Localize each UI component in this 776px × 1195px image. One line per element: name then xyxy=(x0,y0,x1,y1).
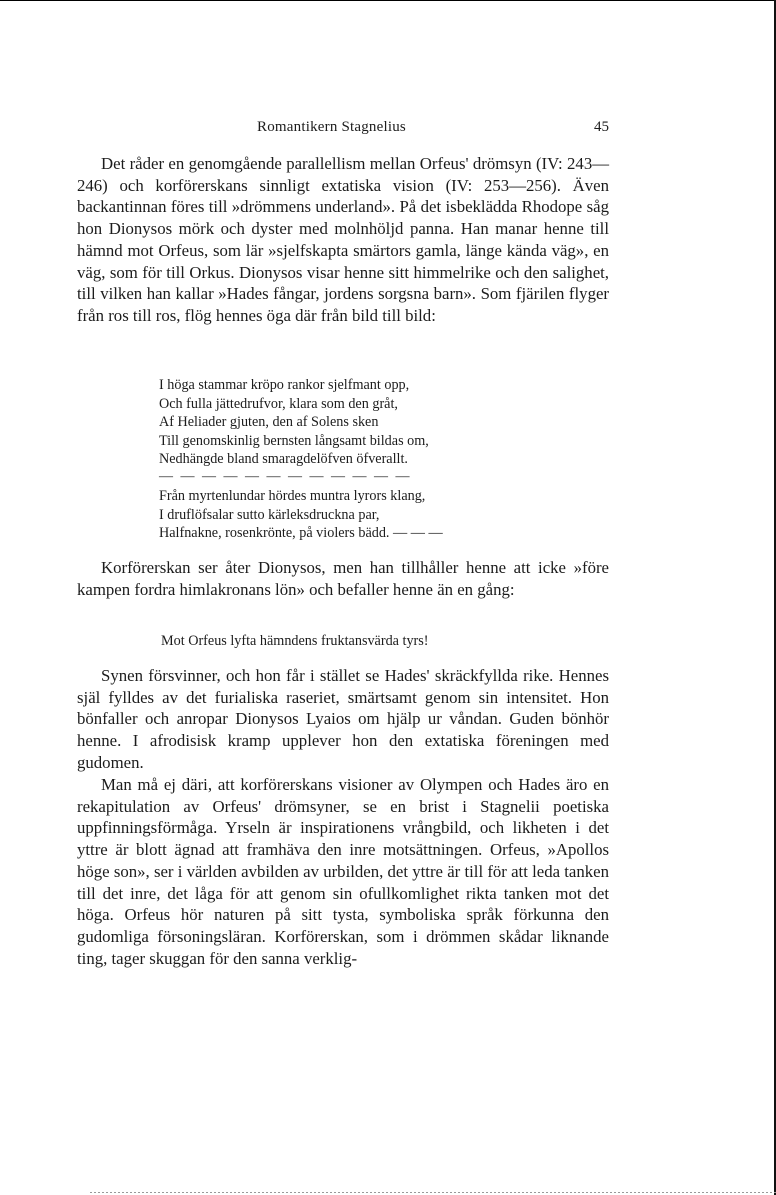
paragraph-4: Man må ej däri, att korförerskans visioner av Olympen och Hades äro en rekapitulation av Orfeus' drömsyner, se en brist i Stagnelii poetiska uppfinningsförmåga. Yrseln är inspirationens vrångbild, och likheten i det yttre är blott ägnad att framhäva den inre motsättningen. Orfeus, »Apollos höge son», ser i världen avbilden av urbilden, det yttre är till för att leda tanken till det inre, det låga för att genom sin ofullkomlighet rikta tanken mot det höga. Orfeus hör naturen på sitt tysta, symboliska språk förkunna den gudomliga försoningsläran. Korförerskan, som i drömmen skådar liknande ting, tager skuggan för den sanna verklig- xyxy=(77,775,609,968)
poem-omission-dashes: — — — — — — — — — — — — xyxy=(159,468,412,484)
poem-line: Af Heliader gjuten, den af Solens sken xyxy=(159,414,379,430)
page-header xyxy=(77,119,609,139)
poem-line: Från myrtenlundar hördes muntra lyrors klang, xyxy=(159,488,426,504)
scan-edge-top xyxy=(0,0,776,1)
poem-line: Till genomskinlig bernsten långsamt bildas om, xyxy=(159,432,429,449)
paragraph-2: Korförerskan ser åter Dionysos, men han tillhåller henne att icke »före kampen fordra himlakronans lön» och befaller henne än en gång: xyxy=(77,558,609,599)
scan-edge-bottom xyxy=(90,1192,776,1193)
verse-quote: Mot Orfeus lyfta hämndens fruktansvärda tyrs! xyxy=(161,633,429,649)
poem-line: I höga stammar kröpo rankor sjelfmant opp, xyxy=(159,377,410,393)
poem-line: Nedhängde bland smaragdelöfven öfverallt. xyxy=(159,451,408,467)
poem-line: Och fulla jättedrufvor, klara som den gråt, xyxy=(159,395,398,412)
paragraph-1: Det råder en genomgående parallellism mellan Orfeus' drömsyn (IV: 243—246) och korförerskans sinnligt extatiska vision (IV: 253—256). Även backantinnan föres till »drömmens underland». På det isbeklädda Rhodope såg hon Dionysos mörk och dyster med molnhöljd panna. Han manar henne till hämnd mot Orfeus, som lär »sjelfskapta smärtors gamla, länge kända väg», en väg, som för till Orkus. Dionysos visar henne sitt himmelrike och den salighet, till vilken han kallar »Hades fångar, jordens sorgsna barn». Som fjärilen flyger från ros till ros, flög hennes öga där från bild till bild: xyxy=(77,154,609,325)
poem-line: I druflöfsalar sutto kärleksdruckna par, xyxy=(159,506,380,523)
paragraph-3: Synen försvinner, och hon får i stället se Hades' skräckfyllda rike. Hennes själ fylldes av det furialiska raseriet, smärtsamt genom sin intensitet. Hon bönfaller och anropar Dionysos Lyaios om hjälp ur våndan. Guden bönhör henne. I afrodisisk kramp upplever hon den extatiska föreningen med gudomen. xyxy=(77,666,609,772)
page-number: 45 xyxy=(594,119,609,135)
running-title: Romantikern Stagnelius xyxy=(257,119,406,135)
poem-quotation xyxy=(159,376,599,543)
poem-line: Halfnakne, rosenkrönte, på violers bädd. — — — xyxy=(159,525,443,541)
